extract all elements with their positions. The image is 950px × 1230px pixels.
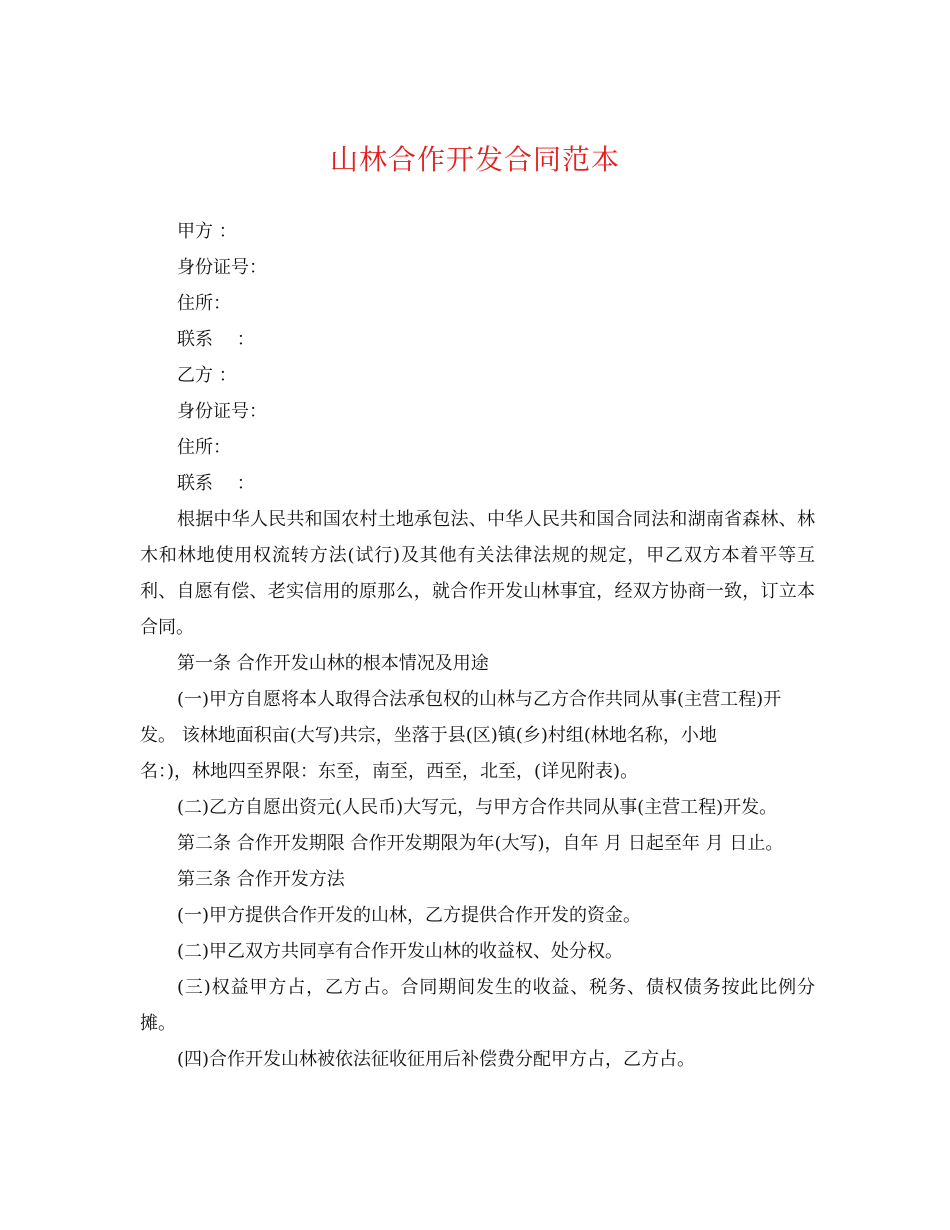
- article-1-item-1-line-3: 名：)，林地四至界限：东至，南至，西至，北至，(详见附表)。: [140, 761, 639, 782]
- article-3-item-1: (一)甲方提供合作开发的山林，乙方提供合作开发的资金。: [177, 905, 642, 926]
- article-2: 第二条 合作开发期限 合作开发期限为年(大写)，自年 月 日起至年 月 日止。: [177, 833, 784, 854]
- article-3-title: 第三条 合作开发方法: [177, 869, 345, 890]
- party-a-label: 甲方 ：: [177, 221, 237, 242]
- article-1-item-1-line-1: (一)甲方自愿将本人取得合法承包权的山林与乙方合作共同从事(主营工程)开: [177, 689, 782, 710]
- party-a-id-label: 身份证号：: [177, 257, 267, 278]
- article-3-item-3: (三)权益甲方占，乙方占。合同期间发生的收益、税务、债权债务按此比例分摊。: [140, 977, 815, 1034]
- article-1-item-1-line-2: 发。 该林地面积亩(大写)共宗，坐落于县(区)镇(乡)村组(林地名称，小地: [140, 725, 717, 746]
- article-3-item-2: (二)甲乙双方共同享有合作开发山林的收益权、处分权。: [177, 941, 624, 962]
- party-a-address-label: 住所：: [177, 293, 231, 314]
- preamble-paragraph: 根据中华人民共和国农村土地承包法、中华人民共和国合同法和湖南省森林、林木和林地使用权流转方法(试行)及其他有关法律法规的规定，甲乙双方本着平等互利、自愿有偿、老实信用的原那么，就合作开发山林事宜，经双方协商一致，订立本合同。: [140, 509, 815, 638]
- party-b-contact-label: 联系 ：: [177, 473, 255, 494]
- party-b-label: 乙方 ：: [177, 365, 237, 386]
- document-body: [140, 214, 815, 1078]
- party-b-address-label: 住所：: [177, 437, 231, 458]
- article-1-item-2: (二)乙方自愿出资元(人民币)大写元，与甲方合作共同从事(主营工程)开发。: [177, 797, 778, 818]
- document-title: 山林合作开发合同范本: [329, 143, 620, 176]
- article-1-title: 第一条 合作开发山林的根本情况及用途: [177, 653, 489, 674]
- party-b-id-label: 身份证号：: [177, 401, 267, 422]
- article-3-item-4: (四)合作开发山林被依法征收征用后补偿费分配甲方占，乙方占。: [177, 1049, 696, 1070]
- party-a-contact-label: 联系 ：: [177, 329, 255, 350]
